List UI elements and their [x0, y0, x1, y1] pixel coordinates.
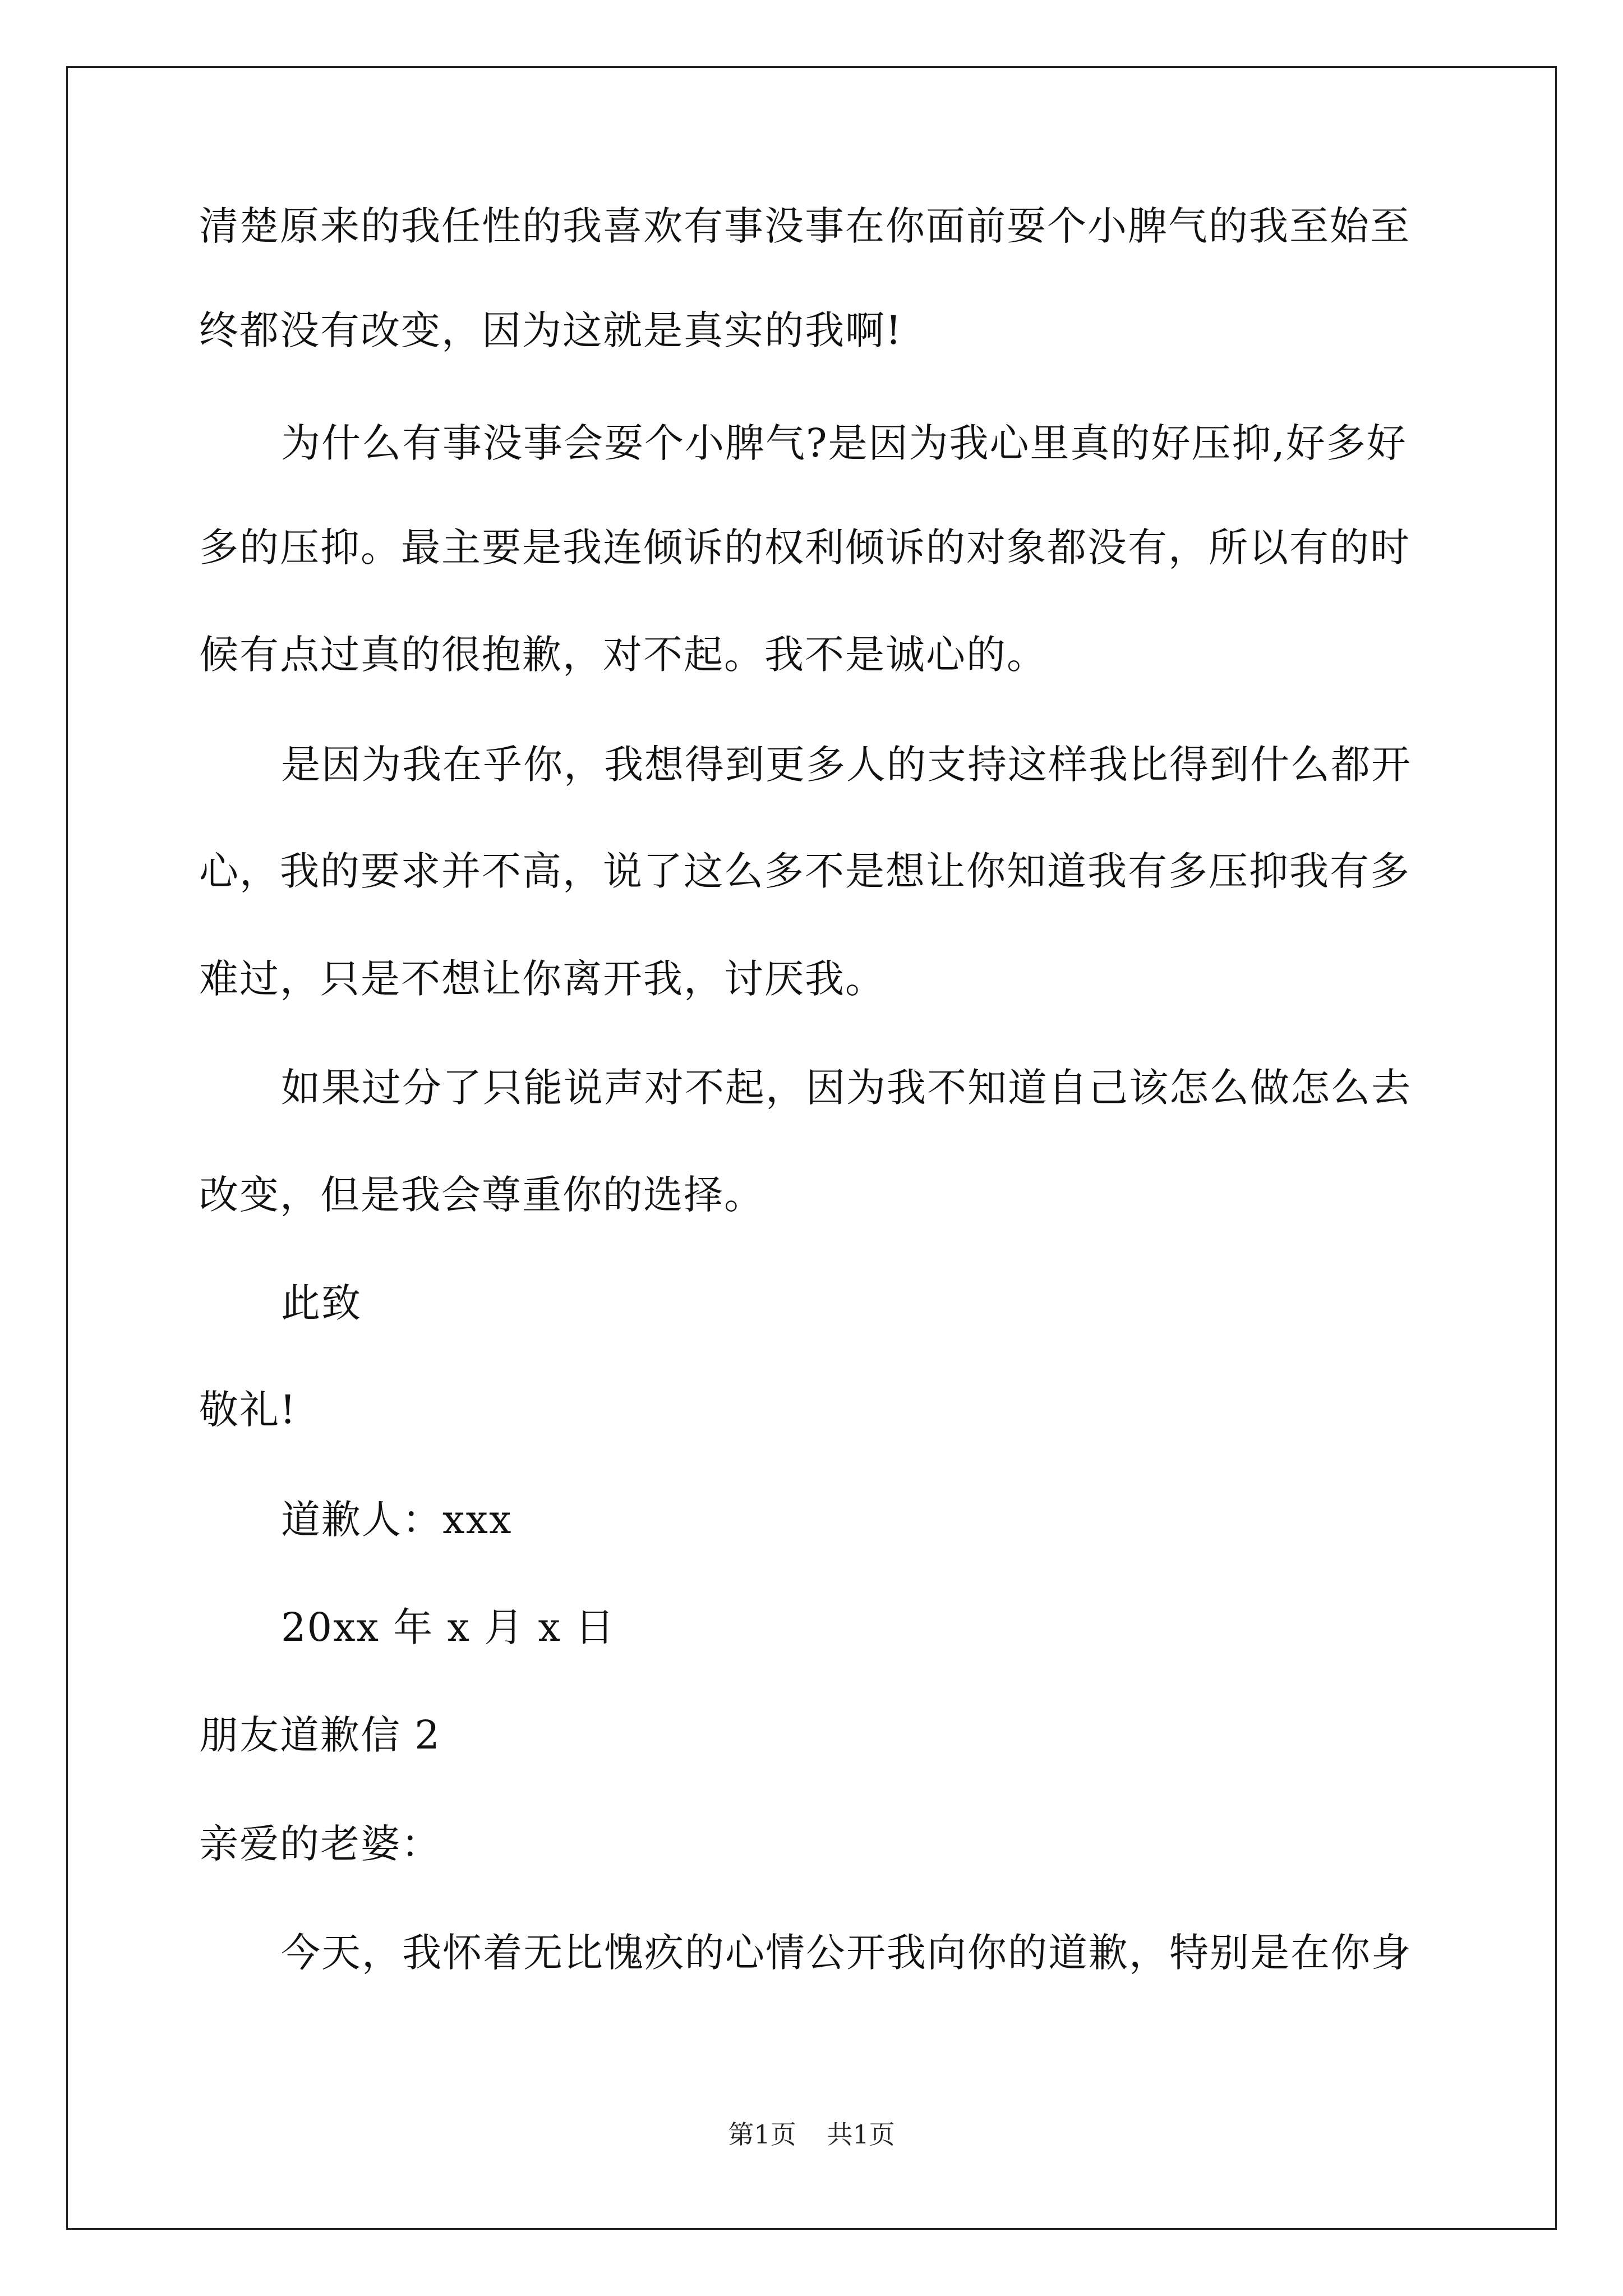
- text-line: 是因为我在乎你，我想得到更多人的支持这样我比得到什么都开: [281, 742, 1412, 788]
- closing-salutation: 此致: [281, 1280, 362, 1326]
- text-line: 难过，只是不想让你离开我，讨厌我。: [199, 956, 886, 1002]
- date-line: 20xx 年 x 月 x 日: [281, 1604, 616, 1650]
- greeting-line: 亲爱的老婆：: [199, 1821, 441, 1867]
- text-line: 清楚原来的我任性的我喜欢有事没事在你面前耍个小脾气的我至始至: [199, 203, 1410, 249]
- text-line: 多的压抑。最主要是我连倾诉的权利倾诉的对象都没有，所以有的时: [199, 524, 1410, 570]
- signature-line: 道歉人：xxx: [281, 1497, 513, 1543]
- text-line: 改变，但是我会尊重你的选择。: [199, 1172, 764, 1218]
- text-line: 候有点过真的很抱歉，对不起。我不是诚心的。: [199, 632, 1047, 678]
- section-heading: 朋友道歉信 2: [199, 1712, 441, 1758]
- text-line: 如果过分了只能说声对不起，因为我不知道自己该怎么做怎么去: [281, 1065, 1412, 1111]
- text-line: 终都没有改变，因为这就是真实的我啊!: [199, 307, 903, 353]
- closing-regards: 敬礼!: [199, 1387, 297, 1433]
- text-line: 心，我的要求并不高，说了这么多不是想让你知道我有多压抑我有多: [199, 848, 1410, 894]
- text-line: 今天，我怀着无比愧疚的心情公开我向你的道歉，特别是在你身: [281, 1930, 1412, 1976]
- page-footer: [0, 2119, 1623, 2150]
- text-line: 为什么有事没事会耍个小脾气?是因为我心里真的好压抑,好多好: [281, 420, 1407, 466]
- page-border: [66, 66, 1557, 2230]
- page-total: 共1页: [827, 2119, 895, 2150]
- page-number: 第1页: [728, 2119, 796, 2150]
